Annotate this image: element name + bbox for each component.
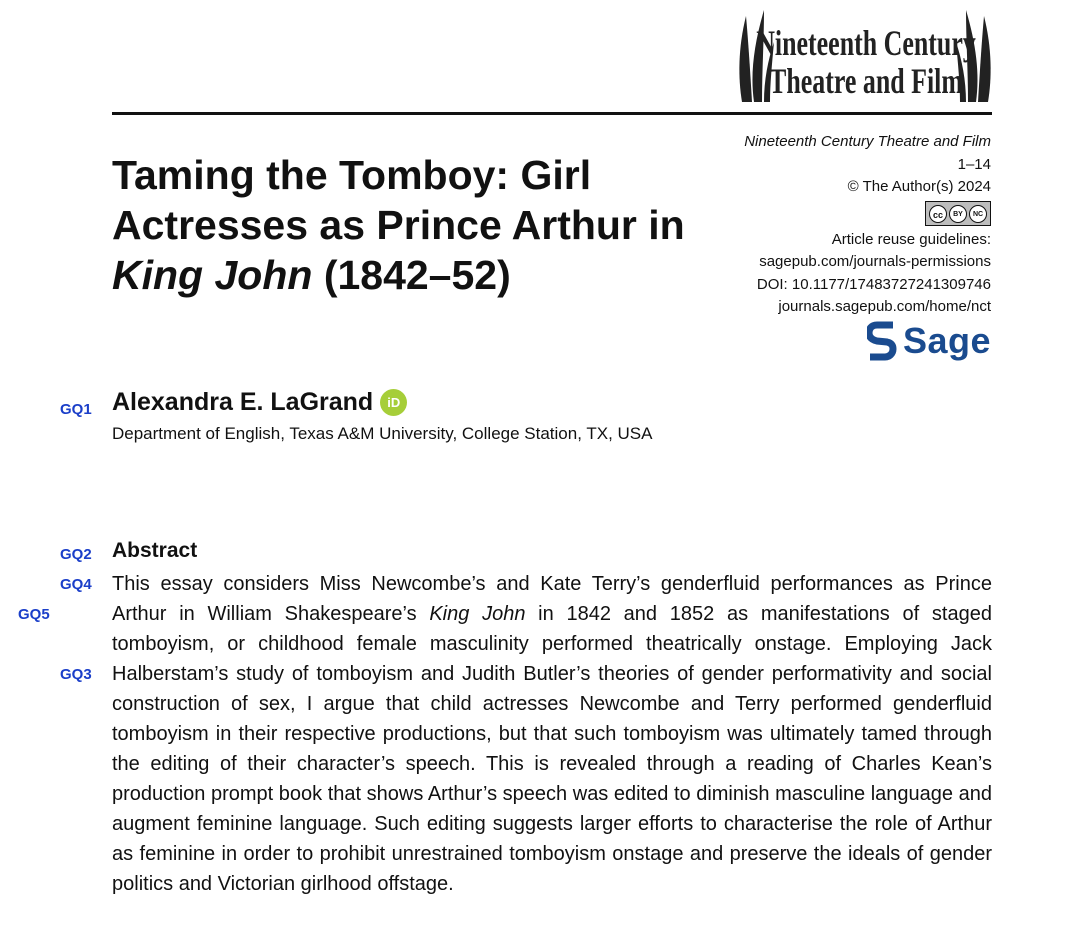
page-range: 1–14 <box>957 155 991 173</box>
query-marker-gq2[interactable]: GQ2 <box>60 546 92 563</box>
logo-line-1: Nineteenth Century <box>756 23 976 63</box>
sage-s-icon <box>867 321 897 361</box>
abstract-italic: King John <box>429 603 526 625</box>
nc-icon: NC <box>969 205 987 223</box>
cc-license-badge[interactable] <box>925 201 991 226</box>
doi[interactable]: DOI: 10.1177/17483727241309746 <box>756 275 991 293</box>
author-affiliation: Department of English, Texas A&M University, College Station, TX, USA <box>112 424 653 443</box>
abstract-heading: Abstract <box>112 539 198 562</box>
title-text-1: Taming the Tomboy: Girl Actresses as Prince Arthur in <box>112 152 685 248</box>
journal-logo <box>736 8 994 106</box>
query-marker-gq5[interactable]: GQ5 <box>18 606 50 623</box>
sage-logo[interactable] <box>867 320 991 362</box>
title-italic: King John <box>112 252 313 298</box>
sage-wordmark: Sage <box>902 320 991 361</box>
reuse-link[interactable]: sagepub.com/journals-permissions <box>759 253 991 270</box>
author-line <box>112 388 407 417</box>
logo-line-2: Theatre and Film <box>769 61 963 101</box>
query-marker-gq1[interactable]: GQ1 <box>60 401 92 418</box>
query-marker-gq4[interactable]: GQ4 <box>60 576 92 593</box>
author-name: Alexandra E. LaGrand <box>112 388 374 416</box>
header-rule <box>112 112 992 115</box>
journal-link[interactable]: journals.sagepub.com/home/nct <box>778 298 991 315</box>
title-text-2: (1842–52) <box>312 252 511 298</box>
abstract-body <box>112 569 992 899</box>
by-icon: BY <box>949 205 967 223</box>
reuse-label: Article reuse guidelines: <box>831 230 991 248</box>
abstract-text-2: in 1842 and 1852 as manifestations of staged tomboyism, or childhood female masculinity performed theatrically onstage. Employing Jack Halberstam’s study of tomboyism and Judith Butler’s theories of gender performativity and social construction of sex, I argue that child actresses Newcombe and Terry performed genderfluid tomboyism in their respective productions, but that such tomboyism was ultimately tamed through the editing of their character’s speech. This is revealed through a reading of Charles Kean’s production prompt book that shows Arthur’s speech was edited to diminish masculine language and augment feminine language. Such editing suggests larger efforts to characterise the role of Arthur as feminine in order to prohibit unrestrained tomboyism onstage and preserve the ideals of gender politics and Victorian girlhood offstage. <box>112 603 992 895</box>
abstract-text-1: This essay considers Miss Newcombe’s and Kate Terry’s genderfluid performances as Prince Arthur in William Shakespeare’s <box>112 573 992 625</box>
query-marker-gq3[interactable]: GQ3 <box>60 666 92 683</box>
article-meta <box>591 131 991 319</box>
orcid-icon[interactable]: iD <box>380 389 407 416</box>
copyright: © The Author(s) 2024 <box>847 178 991 195</box>
journal-name: Nineteenth Century Theatre and Film <box>744 133 991 150</box>
cc-icon: cc <box>929 205 947 223</box>
